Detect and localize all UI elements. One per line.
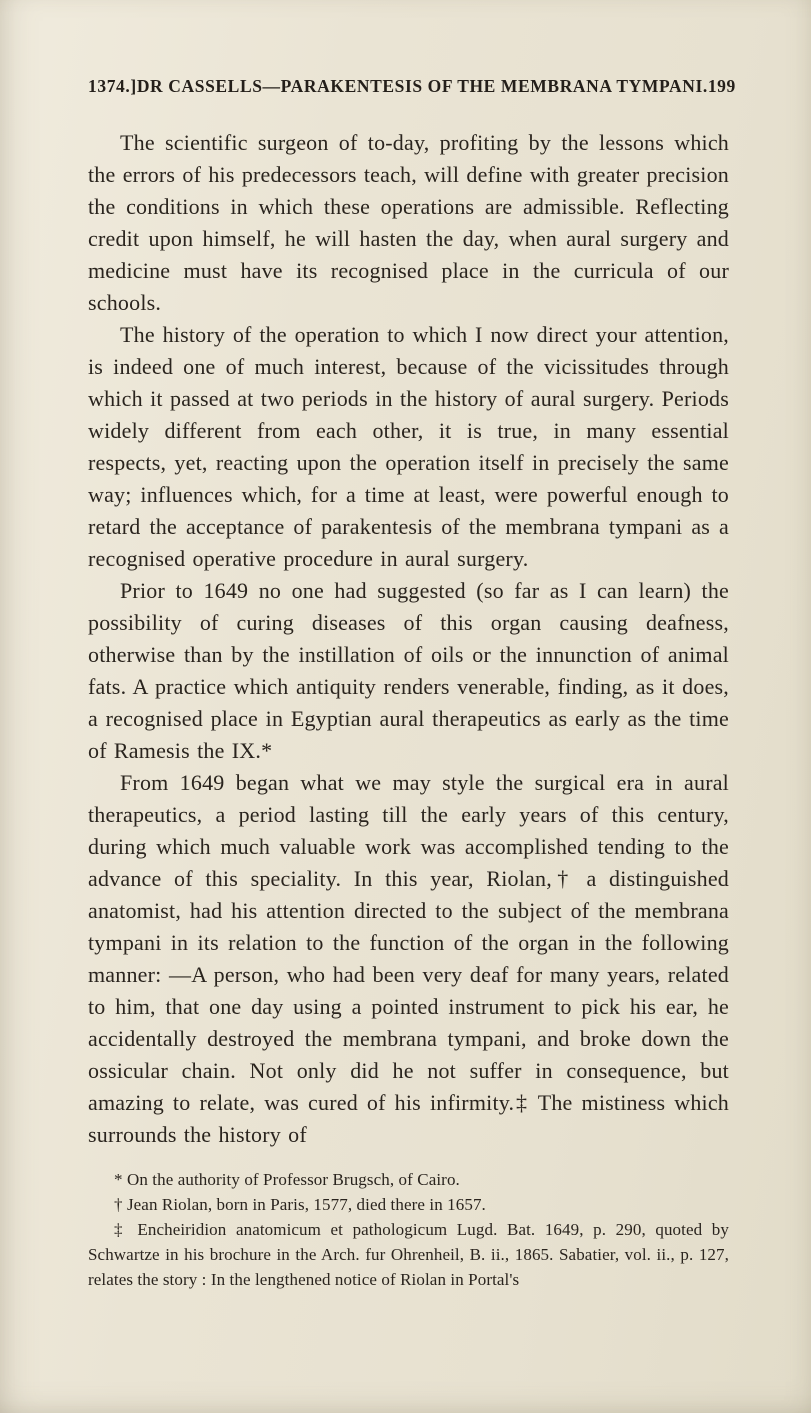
paragraph: The history of the operation to which I now direct your attention, is indeed one of much interest, because of the vicissitudes through which it passed at two periods in the history of aural surgery. Periods widely different from each other, it is true, in many essential respects, yet, reacting upon the operation itself in precisely the same way; influences which, for a time at least, were powerful enough to retard the acceptance of parakentesis of the membrana tympani as a recognised operative procedure in aural surgery. — [88, 322, 729, 571]
paragraph: From 1649 began what we may style the surgical era in aural therapeutics, a period lasting till the early years of this century, during which much valuable work was accomplished tending to the advance of this speciality. In this year, Riolan,† a distinguished anatomist, had his attention directed to the subject of the membrana tympani in its relation to the function of the organ in the following manner: —A person, who had been very deaf for many years, related to him, that one day using a pointed instrument to pick his ear, he accidentally destroyed the membrana tympani, and broke down the ossicular chain. Not only did he not suffer in consequence, but amazing to relate, was cured of his infirmity.‡ The mistiness which surrounds the history of — [88, 770, 729, 1147]
paragraph: The scientific surgeon of to-day, profiting by the lessons which the errors of his predecessors teach, will define with greater precision the conditions in which these operations are admissible. Reflecting credit upon himself, he will hasten the day, when aural surgery and medicine must have its recognised place in the curricula of our schools. — [88, 130, 729, 315]
footnote: ‡ Encheiridion anatomicum et pathologicum Lugd. Bat. 1649, p. 290, quoted by Schwartze in his brochure in the Arch. fur Ohrenheil, B. ii., 1865. Sabatier, vol. ii., p. 127, relates the story : In the lengthened notice of Riolan in Portal's — [88, 1220, 729, 1289]
header-section-number: 1374.] — [88, 76, 137, 96]
footnote: * On the authority of Professor Brugsch, of Cairo. — [114, 1170, 460, 1189]
footnote: † Jean Riolan, born in Paris, 1577, died there in 1657. — [114, 1195, 486, 1214]
header-title: DR CASSELLS—PARAKENTESIS OF THE MEMBRANA TYMPANI. — [136, 76, 708, 96]
header-page-number: 199 — [707, 76, 736, 96]
footnotes-section — [88, 1167, 729, 1292]
running-head — [88, 76, 736, 97]
page-body — [88, 127, 729, 1151]
paragraph: Prior to 1649 no one had suggested (so far as I can learn) the possibility of curing diseases of this organ causing deafness, otherwise than by the instillation of oils or the innunction of animal fats. A practice which antiquity renders venerable, finding, as it does, a recognised place in Egyptian aural therapeutics as early as the time of Ramesis the IX.* — [88, 578, 729, 763]
